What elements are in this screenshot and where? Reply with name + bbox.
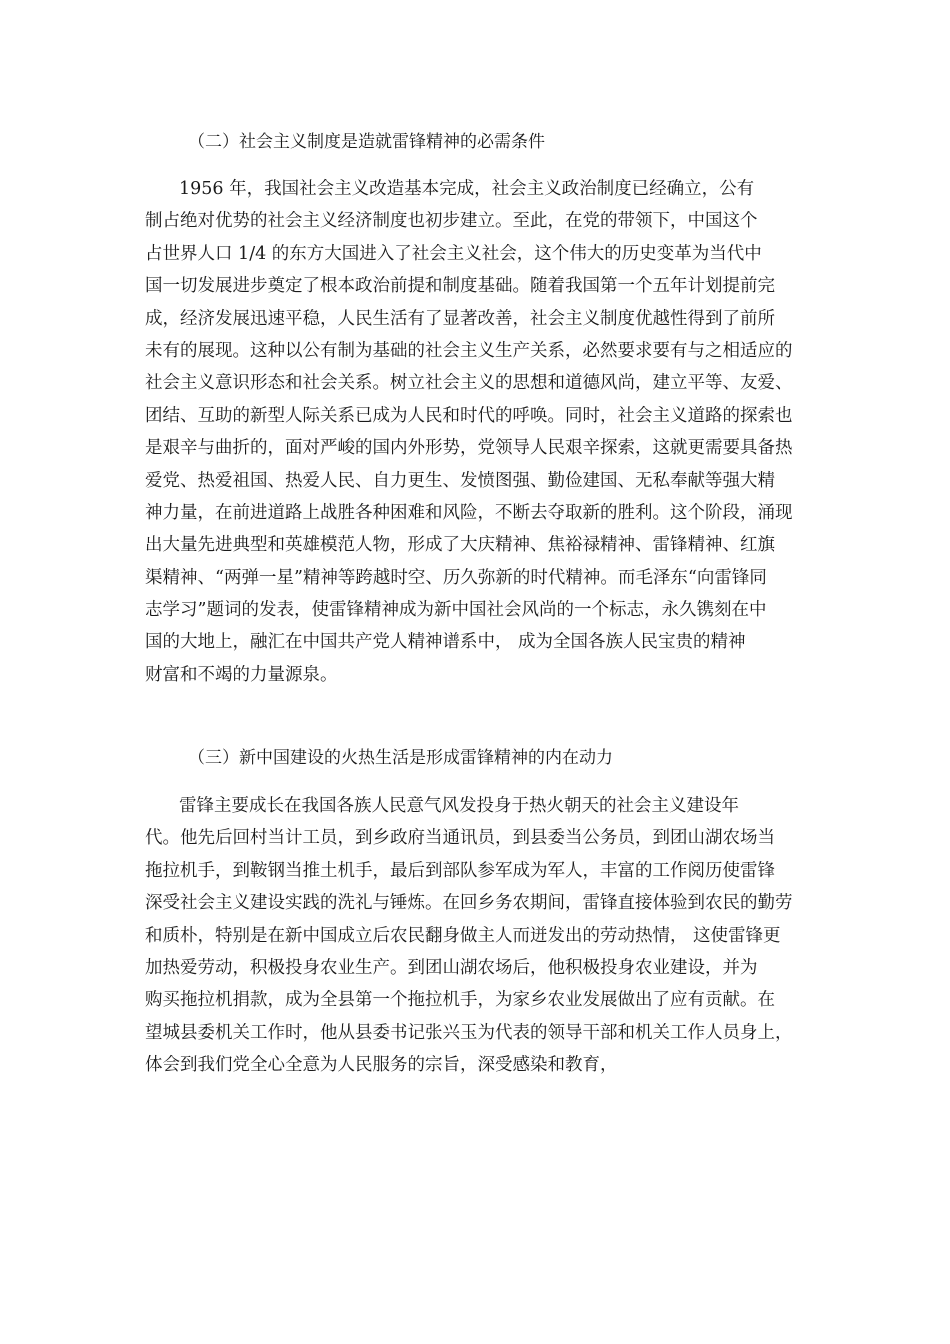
paragraph-line: 成，经济发展迅速平稳，人民生活有了显著改善，社会主义制度优越性得到了前所: [145, 308, 775, 329]
paragraph-line: 是艰辛与曲折的，面对严峻的国内外形势，党领导人民艰辛探索，这就更需要具备热: [145, 438, 793, 459]
paragraph-line: 雷锋主要成长在我国各族人民意气风发投身于热火朝天的社会主义建设年: [179, 796, 739, 816]
section-2-paragraph: [145, 173, 825, 691]
paragraph-line: 望城县委机关工作时，他从县委书记张兴玉为代表的领导干部和机关工作人员身上，: [145, 1022, 793, 1043]
paragraph-line: 国一切发展进步奠定了根本政治前提和制度基础。随着我国第一个五年计划提前完: [145, 276, 775, 297]
paragraph-line: 占世界人口 1/4 的东方大国进入了社会主义社会，这个伟大的历史变革为当代中: [145, 243, 762, 264]
paragraph-line: 加热爱劳动，积极投身农业生产。到团山湖农场后，他积极投身农业建设，并为: [145, 957, 758, 978]
section-3-paragraph: [145, 790, 825, 1082]
paragraph-line: 志学习”题词的发表，使雷锋精神成为新中国社会风尚的一个标志，永久镌刻在中: [145, 600, 767, 621]
section-heading-3: （三）新中国建设的火热生活是形成雷锋精神的内在动力: [188, 748, 613, 768]
paragraph-line: 出大量先进典型和英雄模范人物，形成了大庆精神、焦裕禄精神、雷锋精神、红旗: [145, 535, 775, 556]
paragraph-line: 和质朴，特别是在新中国成立后农民翻身做主人而迸发出的劳动热情， 这使雷锋更: [145, 925, 781, 946]
paragraph-line: 拖拉机手，到鞍钢当推土机手，最后到部队参军成为军人，丰富的工作阅历使雷锋: [145, 860, 775, 881]
paragraph-line: 未有的展现。这种以公有制为基础的社会主义生产关系，必然要求要有与之相适应的: [145, 340, 793, 361]
paragraph-line: 财富和不竭的力量源泉。: [145, 664, 338, 685]
paragraph-line: 代。他先后回村当计工员，到乡政府当通讯员，到县委当公务员，到团山湖农场当: [145, 828, 775, 849]
paragraph-line: 深受社会主义建设实践的洗礼与锤炼。在回乡务农期间，雷锋直接体验到农民的勤劳: [145, 893, 793, 914]
paragraph-line: 国的大地上，融汇在中国共产党人精神谱系中， 成为全国各族人民宝贵的精神: [145, 632, 746, 653]
paragraph-line: 制占绝对优势的社会主义经济制度也初步建立。至此，在党的带领下，中国这个: [145, 211, 758, 232]
paragraph-line: 神力量，在前进道路上战胜各种困难和风险，不断去夺取新的胜利。这个阶段，涌现: [145, 502, 793, 523]
paragraph-line: 团结、互助的新型人际关系已成为人民和时代的呼唤。同时，社会主义道路的探索也: [145, 405, 793, 426]
section-heading-2: （二）社会主义制度是造就雷锋精神的必需条件: [188, 132, 545, 152]
paragraph-line: 渠精神、“两弹一星”精神等跨越时空、历久弥新的时代精神。而毛泽东“向雷锋同: [145, 567, 767, 588]
paragraph-line: 购买拖拉机捐款，成为全县第一个拖拉机手，为家乡农业发展做出了应有贡献。在: [145, 990, 775, 1011]
paragraph-line: 社会主义意识形态和社会关系。树立社会主义的思想和道德风尚，建立平等、友爱、: [145, 373, 793, 394]
paragraph-line: 爱党、热爱祖国、热爱人民、自力更生、发愤图强、勤俭建国、无私奉献等强大精: [145, 470, 775, 491]
paragraph-line: 体会到我们党全心全意为人民服务的宗旨，深受感染和教育，: [145, 1055, 618, 1076]
paragraph-line: 1956 年，我国社会主义改造基本完成，社会主义政治制度已经确立，公有: [179, 179, 755, 199]
